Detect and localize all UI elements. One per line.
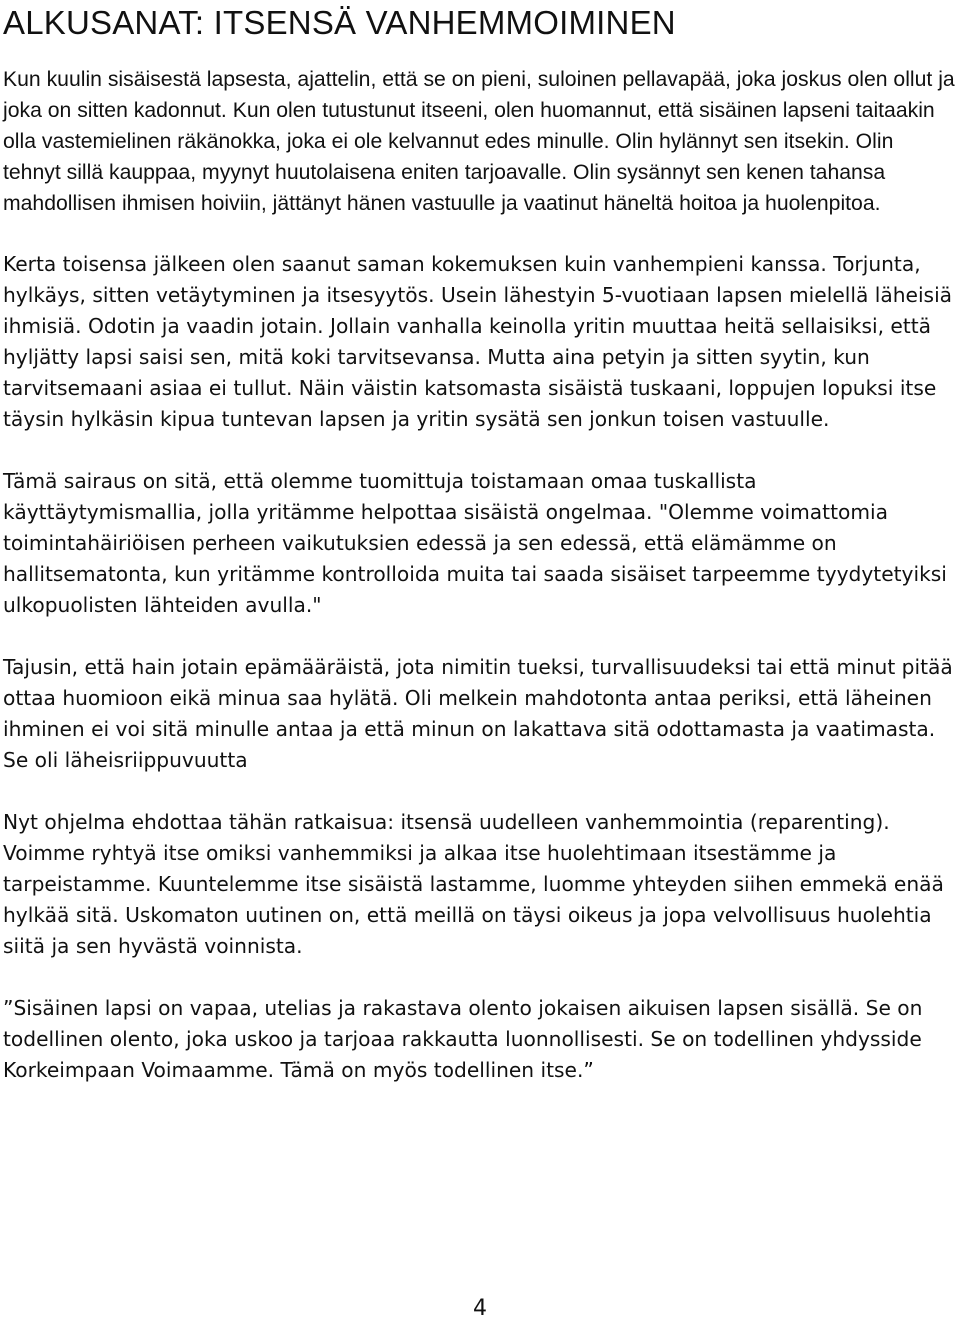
- paragraph-4: Tajusin, että hain jotain epämääräistä, jota nimitin tueksi, turvallisuudeksi tai että minut pitää ottaa huomioon eikä minua saa hylätä. Oli melkein mahdotonta antaa periksi, että läheinen ihminen ei voi sitä minulle antaa ja että minun on lakattava sitä odottamasta ja vaatimasta. Se oli läheisriippuvuutta: [3, 655, 953, 772]
- page-number: 4: [473, 1296, 487, 1321]
- paragraph-6-quote: ”Sisäinen lapsi on vapaa, utelias ja rakastava olento jokaisen aikuisen lapsen sisällä. Se on todellinen olento, joka uskoo ja tarjoaa rakkautta luonnollisesti. Se on todellinen yhdysside Korkeimpaan Voimaamme. Tämä on myös todellinen itse.”: [3, 996, 923, 1082]
- paragraph-3: Tämä sairaus on sitä, että olemme tuomittuja toistamaan omaa tuskallista käyttäytymismallia, jolla yritämme helpottaa sisäistä ongelmaa. "Olemme voimattomia toimintahäiriöisen perheen vaikutuksien edessä ja sen edessä, että elämämme on hallitsematonta, kun yritämme kontrolloida muita tai saada sisäiset tarpeemme tyydytetyiksi ulkopuolisten lähteiden avulla.": [3, 469, 947, 617]
- document-title: ALKUSANAT: ITSENSÄ VANHEMMOIMINEN: [3, 4, 676, 41]
- paragraph-5: Nyt ohjelma ehdottaa tähän ratkaisua: itsensä uudelleen vanhemmointia (reparenting). Voimme ryhtyä itse omiksi vanhemmiksi ja alkaa itse huolehtimaan itsestämme ja tarpeistamme. Kuuntelemme itse sisäistä lastamme, luomme yhteyden siihen emmekä enää hylkää sitä. Uskomaton uutinen on, että meillä on täysi oikeus ja jopa velvollisuus huolehtia siitä ja sen hyvästä voinnista.: [3, 810, 944, 958]
- paragraph-2: Kerta toisensa jälkeen olen saanut saman kokemuksen kuin vanhempieni kanssa. Torjunta, hylkäys, sitten vetäytyminen ja itsesyytös. Usein lähestyin 5-vuotiaan lapsen mielellä läheisiä ihmisiä. Odotin ja vaadin jotain. Jollain vanhalla keinolla yritin muuttaa heitä sellaisiksi, että hyljätty lapsi saisi sen, mitä koki tarvitsevansa. Mutta aina petyin ja sitten syytin, kun tarvitsemaani asiaa ei tullut. Näin väistin katsomasta sisäistä tuskaani, loppujen lopuksi itse täysin hylkäsin kipua tuntevan lapsen ja yritin sysätä sen jonkun toisen vastuulle.: [3, 252, 953, 431]
- document-page: [3, 0, 955, 1086]
- paragraph-1: Kun kuulin sisäisestä lapsesta, ajattelin, että se on pieni, suloinen pellavapää, joka joskus olen ollut ja joka on sitten kadonnut. Kun olen tutustunut itseeni, olen huomannut, että sisäinen lapseni taitaakin olla vastemielinen räkänokka, joka ei ole kelvannut edes minulle. Olin hylännyt sen itsekin. Olin tehnyt sillä kauppaa, myynyt huutolaisena eniten tarjoavalle. Olin sysännyt sen kenen tahansa mahdollisen ihmisen hoiviin, jättänyt hänen vastuulle ja vaatinut häneltä hoitoa ja huolenpitoa.: [3, 68, 955, 215]
